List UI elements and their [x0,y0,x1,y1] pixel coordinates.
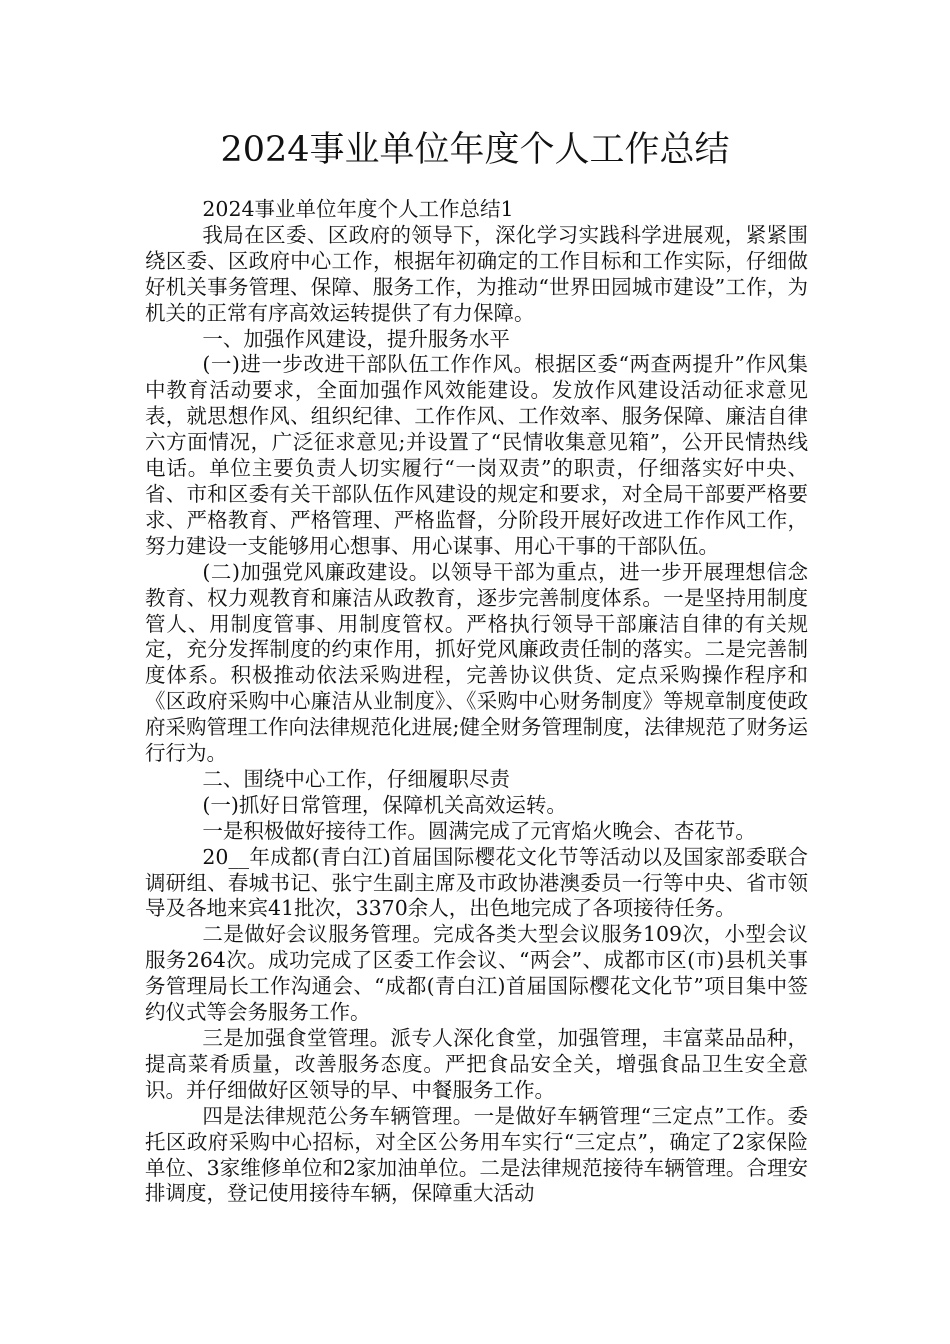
paragraph: 二是做好会议服务管理。完成各类大型会议服务109次，小型会议服务264次。成功完成了区委工作会议、“两会”、成都市区(市)县机关事务管理局长工作沟通会、“成都(青白江)首届国际樱花文化节”项目集中签约仪式等会务服务工作。 [145,922,808,1025]
paragraph: 四是法律规范公务车辆管理。一是做好车辆管理“三定点”工作。委托区政府采购中心招标，对全区公务用车实行“三定点”，确定了2家保险单位、3家维修单位和2家加油单位。二是法律规范接待车辆管理。合理安排调度，登记使用接待车辆，保障重大活动 [145,1103,808,1206]
subsection-heading: (一)抓好日常管理，保障机关高效运转。 [202,792,567,817]
document-title: 2024事业单位年度个人工作总结 [220,130,730,170]
paragraph: (一)进一步改进干部队伍工作作风。根据区委“两查两提升”作风集中教育活动要求，全面加强作风效能建设。发放作风建设活动征求意见表，就思想作风、组织纪律、工作作风、工作效率、服务保障、廉洁自律六方面情况，广泛征求意见;并设置了“民情收集意见箱”，公开民情热线电话。单位主要负责人切实履行“一岗双责”的职责，仔细落实好中央、省、市和区委有关干部队伍作风建设的规定和要求，对全局干部要严格要求、严格教育、严格管理、严格监督，分阶段开展好改进工作作风工作，努力建设一支能够用心想事、用心谋事、用心干事的干部队伍。 [145,352,808,558]
section-heading-1: 一、加强作风建设，提升服务水平 [202,326,510,351]
paragraph: 20__年成都(青白江)首届国际樱花文化节等活动以及国家部委联合调研组、春城书记、张宁生副主席及市政协港澳委员一行等中央、省市领导及各地来宾41批次，3370余人，出色地完成了各项接待任务。 [145,844,808,921]
paragraph: 三是加强食堂管理。派专人深化食堂，加强管理，丰富菜品品种，提高菜肴质量，改善服务态度。严把食品安全关，增强食品卫生安全意识。并仔细做好区领导的早、中餐服务工作。 [145,1026,808,1102]
section-heading-2: 二、围绕中心工作，仔细履职尽责 [202,766,510,791]
section-subtitle: 2024事业单位年度个人工作总结1 [202,197,514,221]
paragraph: 一是积极做好接待工作。圆满完成了元宵焰火晚会、杏花节。 [202,818,756,843]
paragraph: (二)加强党风廉政建设。以领导干部为重点，进一步开展理想信念教育、权力观教育和廉洁从政教育，逐步完善制度体系。一是坚持用制度管人、用制度管事、用制度管权。严格执行领导干部廉洁自律的有关规定，充分发挥制度的约束作用，抓好党风廉政责任制的落实。二是完善制度体系。积极推动依法采购进程，完善协议供货、定点采购操作程序和《区政府采购中心廉洁从业制度》、《采购中心财务制度》等规章制度使政府采购管理工作向法律规范化进展;健全财务管理制度，法律规范了财务运行行为。 [145,559,808,766]
paragraph-intro: 我局在区委、区政府的领导下，深化学习实践科学进展观，紧紧围绕区委、区政府中心工作，根据年初确定的工作目标和工作实际，仔细做好机关事务管理、保障、服务工作，为推动“世界田园城市建设”工作，为机关的正常有序高效运转提供了有力保障。 [145,222,808,325]
document-body [145,197,808,1207]
